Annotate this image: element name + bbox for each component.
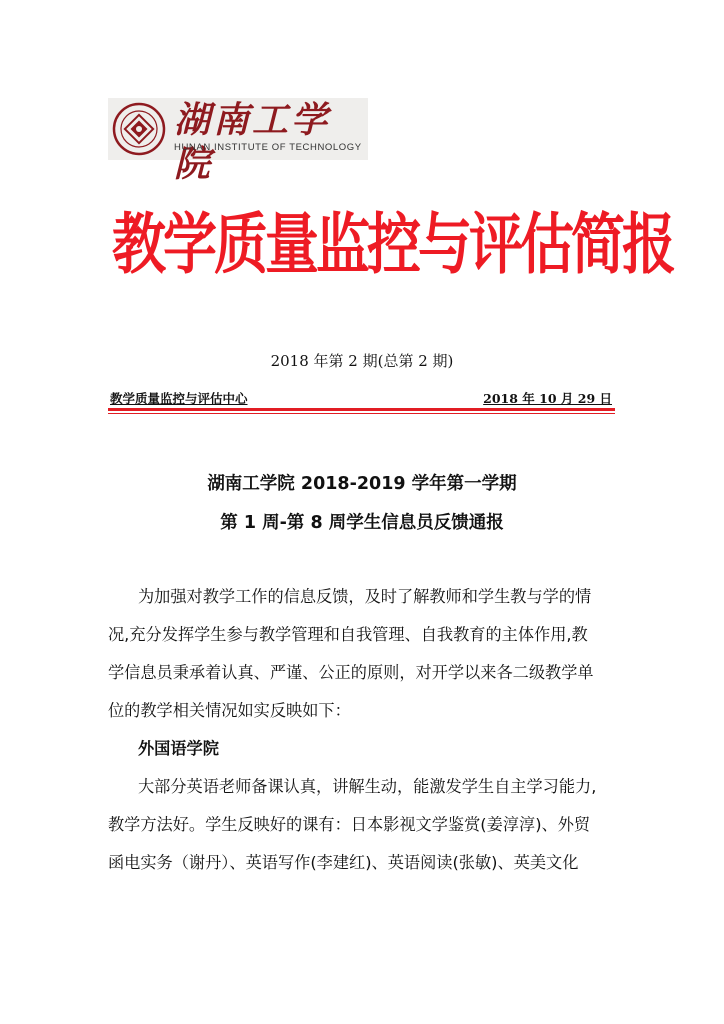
- publish-date: 2018 年 10 月 29 日: [483, 391, 612, 406]
- paragraph-line: 为加强对教学工作的信息反馈，及时了解教师和学生教与学的情: [138, 587, 592, 606]
- school-seal-icon: [112, 102, 166, 156]
- header-divider-thick: [108, 408, 615, 411]
- logo-chinese-name: 湖南工学院: [174, 99, 331, 185]
- section-heading: 外国语学院: [138, 739, 219, 758]
- header-divider-thin: [108, 413, 615, 414]
- logo-english-name: HUNAN INSTITUTE OF TECHNOLOGY: [174, 142, 362, 153]
- publisher-name: 教学质量监控与评估中心: [110, 391, 248, 406]
- article-title-line1: 湖南工学院 2018-2019 学年第一学期: [207, 474, 517, 494]
- article-title-line2: 第 1 周-第 8 周学生信息员反馈通报: [220, 513, 504, 533]
- paragraph-line: 况,充分发挥学生参与教学管理和自我管理、自我教育的主体作用,教: [108, 625, 588, 644]
- paragraph-line: 学信息员秉承着认真、严谨、公正的原则，对开学以来各二级教学单: [108, 663, 594, 682]
- paragraph-line: 函电实务（谢丹）、英语写作(李建红)、英语阅读(张敏)、英美文化: [108, 853, 579, 872]
- bulletin-title: 教学质量监控与评估简报: [112, 205, 673, 283]
- paragraph-line: 教学方法好。学生反映好的课有：日本影视文学鉴赏(姜淳淳)、外贸: [108, 815, 591, 834]
- paragraph-line: 位的教学相关情况如实反映如下：: [108, 701, 351, 720]
- issue-number: 2018 年第 2 期(总第 2 期): [270, 352, 454, 370]
- institution-logo: [108, 98, 368, 185]
- paragraph-line: 大部分英语老师备课认真，讲解生动，能激发学生自主学习能力,: [138, 777, 597, 796]
